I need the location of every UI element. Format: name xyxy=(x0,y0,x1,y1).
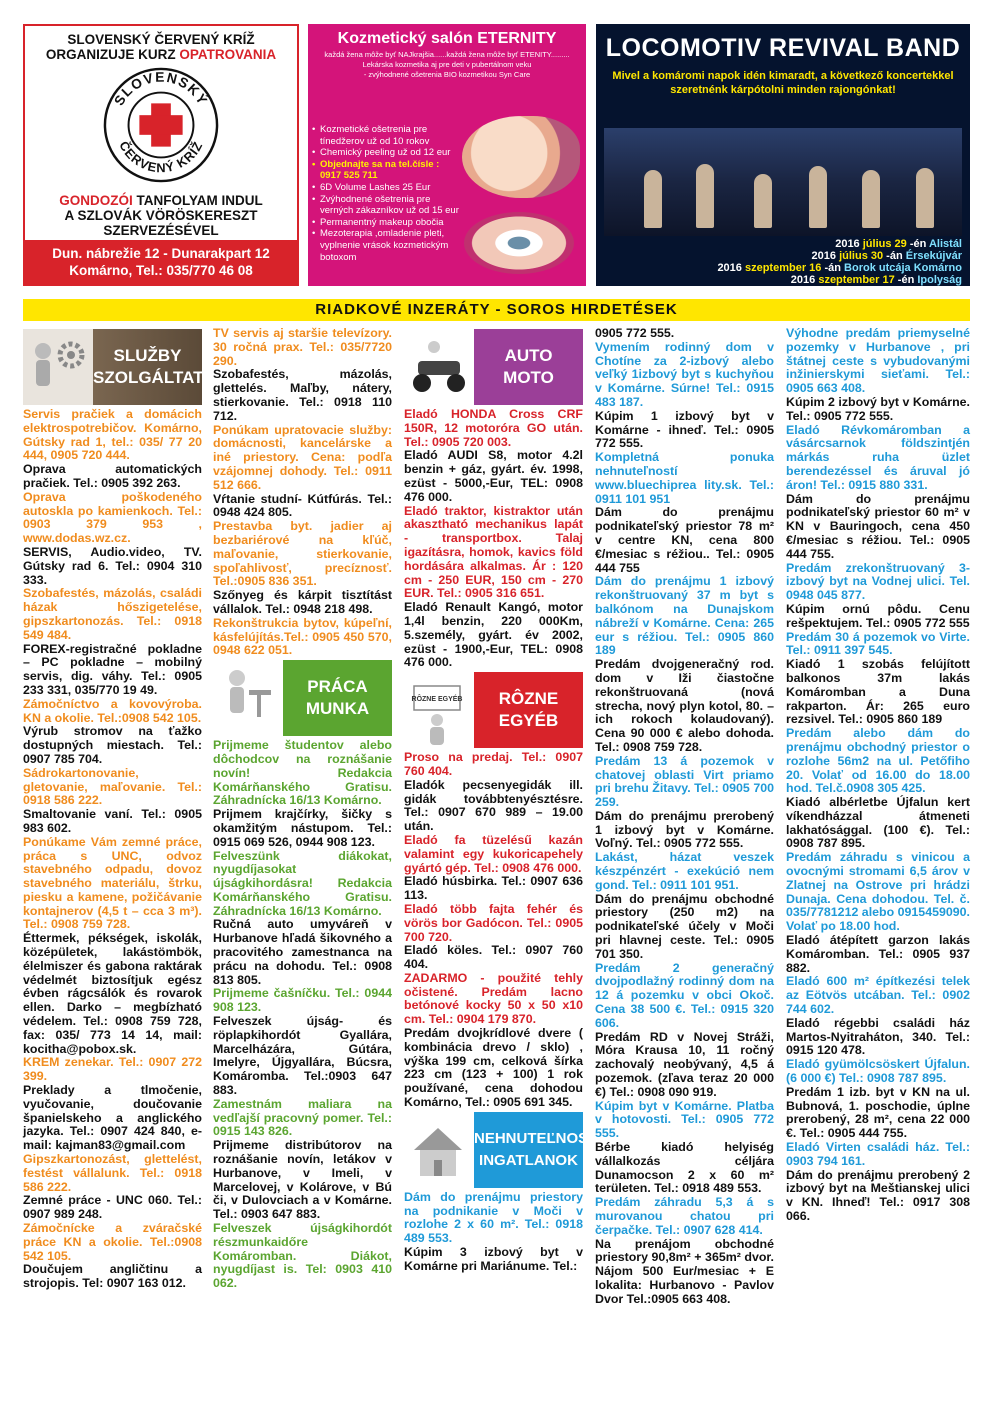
classified-ad: Predám zrekonštruovaný 3-izbový byt na Vodnej ulici. Tel. 0948 045 877. xyxy=(786,560,970,603)
classified-ad: Vymením rodinný dom v Chotíne za 2-izbový alebo veľký 1izbový byt s kuchyňou v Komárne. Súrne! Tel.: 0915 483 187. xyxy=(595,339,774,409)
classified-ad: Eladó gyümölcsöskert Újfalun. (6 000 €) Tel.: 0908 787 895. xyxy=(786,1057,970,1086)
category-subtitle: INGATLANOK xyxy=(479,1151,578,1169)
classified-ad: Predám záhradu 5,3 á s murovanou chatou pri čerpačke. Tel.: 0907 628 414. xyxy=(595,1195,774,1237)
classified-ad: Eladó 600 m² építkezési telek az Eötvös utcában. Tel.: 0902 744 602. xyxy=(786,974,970,1017)
classified-ad: FOREX-registračné pokladne – PC pokladne – mobilný servis, dig. váhy. Tel.: 0905 233 331, 035/770 19 49. xyxy=(23,641,202,697)
ads-list xyxy=(213,327,392,658)
eternity-service-item: • Mezoterapia ,omladenie pleti, vyplnenie vrások kozmetickým botoxom xyxy=(312,228,462,263)
classified-ad: Eladó régebbi családi ház Martos-Nyitraháton, 340. Tel.: 0915 120 478. xyxy=(786,1015,970,1058)
category-rozne xyxy=(404,672,583,748)
concert-dates xyxy=(717,238,962,286)
classified-ad: Oprava automatických pračiek. Tel.: 0905 392 263. xyxy=(23,462,202,490)
classified-ad: Bérbe kiadó helyiség vállalkozás céljára Dunamocson 2 x 60 m² területen. Tel.: 0918 489 553. xyxy=(595,1140,774,1196)
ad-red-cross xyxy=(23,24,299,286)
ads-list xyxy=(23,408,202,1291)
locomotiv-subtitle: Mivel a komáromi napok idén kimaradt, a következő koncertekkel szeretnénk kárpótolni minden rajongónkat! xyxy=(612,70,954,96)
classified-ad: Szobafestés, mázolás, glettelés. Maľby, nátery, stierkovanie. Tel.: 0918 110 712. xyxy=(213,367,392,423)
classified-ad: Zamestnám maliara na vedľajší pracovný pomer. Tel.: 0915 143 826. xyxy=(213,1096,392,1139)
eternity-title: Kozmetický salón ETERNITY xyxy=(337,30,557,47)
classified-ad: Kúpim 3 izbový byt v Komárne pri Mariánume. Tel.: xyxy=(404,1245,583,1273)
classified-ad: Prestavba byt. jadier aj bezbariérové na kľúč, maľovanie, stierkovanie, spoľahlivosť, precíznosť. Tel.:0905 836 351. xyxy=(213,519,392,589)
classified-ad: Lakást, házat veszek készpénzért - exekúció nem gond. Tel.: 0911 101 951. xyxy=(595,850,774,892)
concert-date: 2016 szeptember 17 -én Ipolyság xyxy=(790,274,962,286)
classified-ad: Servis pračiek a domácich elektrospotrebičov. Komárno, Gútsky rad 1, tel.: 035/ 77 20 444, 0905 720 444. xyxy=(23,407,202,463)
classified-ad: Predám dvojgeneračný rod. dom v Iži čiastočne rekonštruovaná (nová strecha, nový plyn kotol, 80. –ich rokoch kolaudovaný). Cena 90 000 € alebo dohoda. Tel.: 0908 759 728. xyxy=(595,657,774,754)
classified-ad: Eladó traktor, kistraktor után akasztható mechanikus lapát - transportbox. Talaj igazításra, homok, kavics föld hordására alkalmas. Ár : 120 cm - 250 EUR, 150 cm - 270 EUR. Tel.: 0905 316 651. xyxy=(404,503,583,601)
people-gears-icon xyxy=(23,329,93,405)
classified-ad: Dám do prenájmu priestory na podnikanie v Moči v rozlohe 2 x 60 m². Tel.: 0918 489 553. xyxy=(404,1189,583,1246)
classified-ad: Vŕtanie studní- Kútfúrás. Tel.: 0948 424 805. xyxy=(213,491,392,520)
eternity-service-item: • Chemický peeling už od 12 eur xyxy=(312,147,462,159)
ads-list xyxy=(595,327,774,1307)
classified-ad: Eladó Révkomáromban a vásárcsarnok földszintjén márkás ruha üzlet berendezéssel és áruval jó áron! Tel.: 0915 880 331. xyxy=(786,422,970,492)
classified-ad: Dám do prenájmu 1 izbový rekonštruovaný 37 m byt s balkónom na Dunajskom nábreží v Komárne. Cena: 265 eur s réžiou. Tel.: 0905 860 189 xyxy=(595,574,774,658)
column-5 xyxy=(786,327,970,1382)
classified-ad: Eladó HONDA Cross CRF 150R, 12 motoróra GO után. Tel.: 0905 720 003. xyxy=(404,407,583,449)
eternity-services-list xyxy=(312,124,462,263)
category-title: NEHNUTEĽNOSTI xyxy=(474,1129,602,1147)
classified-ad: Éttermek, pékségek, iskolák, középületek, lakástömbök, élelmiszer és gabona raktárak védelmét biztosítjuk egész évben rágcsálók és rovarok ellen. Darko – megbízható védelem. Tel.: 0908 759 728, fax: 035/ 773 14 14, mail: kocitha@pobox.sk. xyxy=(23,931,202,1056)
classified-ad: Felveszek újságkihordót részmunkaidőre Komáromban. Diákot, nyugdíjast is. Tel: 0903 410 062. xyxy=(213,1221,392,1291)
classified-ad: Predám 30 á pozemok vo Virte. Tel.: 0911 397 545. xyxy=(786,629,970,658)
ad-locomotiv xyxy=(596,24,970,286)
section-banner: RIADKOVÉ INZERÁTY - SOROS HIRDETÉSEK xyxy=(23,299,970,321)
category-title: RÔZNE xyxy=(498,689,559,709)
category-sluzby xyxy=(23,329,228,405)
classified-ad: Ručná auto umyváreň v Hurbanove hľadá šikovného a pracovitého zamestnanca na prácu na dohodu. Tel.: 0908 813 805. xyxy=(213,917,392,987)
classified-ad: Prijmeme študentov alebo dôchodcov na roznášanie novín! Redakcia Komárňanského Gratisu. Záhradnícka 16/13 Komárno. xyxy=(213,738,392,808)
redcross-header: SLOVENSKÝ ČERVENÝ KRÍŽ ORGANIZUJE KURZ OPATROVANIA xyxy=(45,32,277,62)
classified-ad: Szobafestés, mázolás, családi házak hőszigetelése, gipszkartonozás. Tel.: 0918 549 484. xyxy=(23,586,202,642)
classified-ad: Kúpim 1 izbový byt v Komárne - ihneď. Tel.: 0905 772 555. xyxy=(595,408,774,451)
classified-ad: Dám do prenájmu podnikateľský priestor 60 m² v KN v Bauringoch, cena 450 €/mesiac s réžiou. Tel.: 0905 444 755. xyxy=(786,491,970,561)
column-1 xyxy=(23,327,228,1382)
classified-ad: Predám záhradu s vinicou a ovocnými stromami 6,5 árov v Zlatnej na Ostrove pri hrádzi Dunaja. Cena dohodou. Tel. č. 035/7781212 alebo 0915459090. Volať po 18.00 hod. xyxy=(786,850,970,934)
ads-list xyxy=(404,408,583,670)
category-title: AUTO xyxy=(504,346,553,365)
house-icon xyxy=(404,1112,474,1188)
category-subtitle: EGYÉB xyxy=(498,711,559,731)
classified-ad: Proso na predaj. Tel.: 0907 760 404. xyxy=(404,750,583,778)
classified-ad: Doučujem angličtinu a strojopis. Tel: 0907 163 012. xyxy=(23,1262,202,1291)
classified-ad: Kúpim byt v Komárne. Platba v hotovosti. Tel.: 0905 772 555. xyxy=(595,1098,774,1141)
column-3 xyxy=(404,327,602,1382)
classified-ad: Predám 1 izb. byt v KN na ul. Bubnová, 1. poschodie, úplne prerobený, 28 m², cena 22 000 €. Tel.: 0905 444 755. xyxy=(786,1084,970,1141)
classified-ad: Predám dvojkrídlové dvere ( kombinácia drevo / sklo) , výška 199 cm, celková šírka 223 cm (123 + 100) 1 rok používané, cena dohodou Komárno, Tel.: 0905 691 345. xyxy=(404,1026,583,1110)
classified-ad: Prijmeme čašníčku. Tel.: 0944 908 123. xyxy=(213,986,392,1015)
category-nehnutelnosti xyxy=(404,1112,602,1188)
classified-ad: Sádrokartonovanie, gletovanie, maľovanie. Tel.: 0918 586 222. xyxy=(23,765,202,808)
ads-list xyxy=(213,739,392,1291)
classified-ad: Felveszünk diákokat, nyugdíjasokat újságkihordásra! Redakcia Komárňanského Gratisu. Záhradnícka 16/13 Komárno. xyxy=(213,848,392,918)
eternity-service-item: • Objednajte sa na tel.čísle : 0917 525 711 xyxy=(312,159,462,182)
classified-ad: Gipszkartonozást, glettelést, festést vállalunk. Tel.: 0918 586 222. xyxy=(23,1152,202,1194)
classified-ad: Kompletná ponuka nehnuteľností www.bluechiprea lity.sk. Tel.: 0911 101 951 xyxy=(595,450,774,506)
classified-ad: Dám do prenájmu prerobený 1 izbový byt v Komárne. Voľný. Tel.: 0905 772 555. xyxy=(595,808,774,851)
classified-ad: Smaltovanie vaní. Tel.: 0905 983 602. xyxy=(23,807,202,835)
eye-lashes-image xyxy=(464,212,574,274)
classified-ad: KREM zenekar. Tel.: 0907 272 399. xyxy=(23,1055,202,1084)
woman-face-image xyxy=(462,116,580,198)
ad-eternity xyxy=(308,24,586,286)
red-cross-logo-icon xyxy=(102,66,220,184)
classified-ad: Na prenájom obchodné priestory 90,8m² + 365m² dvor. Nájom 500 Eur/mesiac + E lokalita: Hurbanovo - Pavlov Dvor Tel.:0905 663 408. xyxy=(595,1236,774,1306)
classified-ad: Eladó AUDI S8, motor 4.2l benzin + gáz, gyárt. év. 1998, ezüst - 5000,-Eur, TEL: 0908 476 000. xyxy=(404,448,583,504)
band-photo xyxy=(604,128,962,236)
classified-ad: Dám do prenájmu podnikateľský priestor 78 m² v centre KN, cena 800 €/mesiac s réžiou.. Tel.: 0905 444 755 xyxy=(595,505,774,575)
logo-text-bottom: ČERVENÝ KRÍŽ xyxy=(116,138,206,176)
classified-ad: ZADARMO - použité tehly očistené. Predám lacno betónové kocky 50 x 50 x10 cm. Tel.: 0904 179 870. xyxy=(404,970,583,1027)
classified-ad: Dám do prenájmu prerobený 2 izbový byt na Meštianskej ulici v KN. Ihneď! Tel.: 0917 308 066. xyxy=(786,1167,970,1223)
column-2 xyxy=(213,327,392,1382)
atv-icon xyxy=(404,329,474,405)
ads-list xyxy=(786,327,970,1224)
classified-ad: Ponúkame Vám zemné práce, práca s UNC, odvoz stavebného odpadu, dovoz stavebného materiálu, štrku, piesku a kamene, požičávanie kontajnerov (4,5 t – cca 3 m³). Tel.: 0908 759 728. xyxy=(23,834,202,932)
eternity-service-item: • 6D Volume Lashes 25 Eur xyxy=(312,182,462,194)
classified-ad: Eladó Virten családi ház. Tel.: 0903 794 161. xyxy=(786,1140,970,1168)
ads-list xyxy=(404,751,583,1110)
classified-ad: Dám do prenájmu obchodné priestory (250 m2) na podnikateľské účely v Moči pri hlavnej ceste. Tel.: 0905 701 350. xyxy=(595,891,774,961)
locomotiv-title: LOCOMOTIV REVIVAL BAND xyxy=(605,34,961,62)
column-4 xyxy=(595,327,774,1382)
classified-ad: Predám RD v Novej Stráži, Móra Krausa 10, 11 ročný zachovalý neobývaný, 4,5 á pozemok. (zľava teraz 20 000 €) Tel.: 0908 090 919. xyxy=(595,1029,774,1099)
eternity-service-item: • Permanentný makeup obočia xyxy=(312,217,462,229)
classified-ad: Zámočnícke a zváračské práce KN a okolie. Tel.:0908 542 105. xyxy=(23,1221,202,1263)
redcross-address: Dun. nábrežie 12 - Dunarakpart 12 Komárno, Tel.: 035/770 46 08 xyxy=(25,240,297,284)
classified-ad: Kiadó albérletbe Újfalun kert víkendházzal átmeneti lakhatósággal. (100 €). Tel.: 0908 787 895. xyxy=(786,795,970,851)
category-subtitle: SZOLGÁLTATÁS xyxy=(93,368,228,387)
classified-ad: Eladók pecsenyegidák ill. gidák továbbtenyésztésre. Tel.: 0907 670 989 – 19.00 után. xyxy=(404,777,583,834)
classified-ad: Eladó fa tüzelésű kazán valamint egy kukoricapehely gyártó gép. Tel.: 0908 476 000. xyxy=(404,832,583,875)
classified-ad: TV servis aj staršie televízory. 30 ročná prax. Tel.: 035/7720 290. xyxy=(213,326,392,368)
classified-ad: Predám 2 generačný dvojpodlažný rodinný dom na 12 á pozemku v obci Okoč. Cena 38 500 €. Tel.: 0915 320 606. xyxy=(595,960,774,1030)
category-subtitle: MOTO xyxy=(503,368,554,387)
classified-ad: Eladó Renault Kangó, motor 1,4l benzin, 220 000Km, 5.személy, gyárt. év 2002, ezüst - 1900,-Eur, TEL: 0908 476 000. xyxy=(404,600,583,670)
eternity-service-item: • Kozmetické ošetrenia pre tínedžerov už od 10 rokov xyxy=(312,124,462,147)
classified-ad: Kúpim ornú pôdu. Cenu rešpektujem. Tel.: 0905 772 555 xyxy=(786,601,970,630)
classified-ad: Kiadó 1 szobás felújított balkonos 37m lakás Komáromban a Duna rakparton. Ár: 265 euro rezsivel. Tel.: 0905 860 189 xyxy=(786,657,970,727)
svg-text:SLOVENSKÝ xyxy=(111,70,212,109)
classified-ad: Felveszek újság- és röplapkihordót Gyallára, Marcelházára, Gútára, Imelyre, Újgyallára, Búcsra, Komáromba. Tel.:0903 647 883. xyxy=(213,1014,392,1098)
classified-ad: Predám alebo dám do prenájmu obchodný priestor o rozlohe 56m2 na ul. Petőfiho 20. Volať od 16.00 do 18.00 hod. Tel.č.0908 305 425. xyxy=(786,726,970,796)
category-subtitle: MUNKA xyxy=(305,699,370,719)
classified-ad: Zámočníctvo a kovovýroba. KN a okolie. Tel.:0908 542 105. xyxy=(23,696,202,725)
logo-text-top: SLOVENSKÝ xyxy=(111,69,211,109)
concert-date: 2016 július 30 -án Érsekújvár xyxy=(811,250,962,262)
classified-ad: 0905 772 555. xyxy=(595,326,675,340)
classified-ad: Výhodne predám priemyselné pozemky v Hurbanove , pri štátnej ceste s vybudovanými inžinierskymi sieťami. Tel.: 0905 663 408. xyxy=(786,326,970,396)
classified-ad: Prijmem krajčírky, šičky s okamžitým nástupom. Tel.: 0915 069 526, 0944 908 123. xyxy=(213,807,392,849)
classified-ad: Eladó több fajta fehér és vörös bor Gadócon. Tel.: 0905 700 720. xyxy=(404,901,583,944)
classified-ad: Kúpim 2 izbový byt v Komárne. Tel.: 0905 772 555. xyxy=(786,394,970,423)
classified-ad: Prijmeme distribútorov na roznášanie novín, letákov v Hurbanove, v Imeli, v Marcelovej, v Kolárove, v Bú či, v Dulovciach a v Komárne. Tel.: 0903 647 883. xyxy=(213,1138,392,1222)
ads-list xyxy=(404,1191,583,1274)
eternity-tagline: každá žena môže byť NAJkrajšia......každá žena môže byť ETENITY......... Lekárska kozmetika aj pre deti v pubertálnom veku - zvýhodnené ošetrenia BIO kozmetikou Syn Care xyxy=(324,50,570,79)
concert-date: 2016 július 29 -én Alistál xyxy=(835,238,962,250)
classified-ad: Ponúkam upratovacie služby: domácnosti, kancelárske a iné priestory. Cena: podľa vzájomnej dohody. Tel.: 0911 512 666. xyxy=(213,422,392,492)
classified-ad: Výrub stromov na ťažko dostupných miestach. Tel.: 0907 785 704. xyxy=(23,724,202,766)
classified-ad: Preklady a tlmočenie, vyučovanie, doučovanie španielskeho a anglického jazyka. Tel.: 0907 424 840, e-mail: kajman83@gmail.com xyxy=(23,1083,202,1153)
category-praca xyxy=(213,660,392,736)
category-title: PRÁCA xyxy=(307,677,368,697)
classified-ad: Rekonštrukcia bytov, kúpeľní, kásfelújítás.Tel.: 0905 450 570, 0948 622 051. xyxy=(213,615,392,658)
classified-ad: Eladó húsbirka. Tel.: 0907 636 113. xyxy=(404,874,583,903)
classified-ad: Zemné práce - UNC 060. Tel.: 0907 989 248. xyxy=(23,1193,202,1222)
sign-holder-icon xyxy=(404,672,474,748)
classified-ad: SERVIS, Audio.video, TV. Gútsky rad 6. Tel.: 0904 310 333. xyxy=(23,544,202,587)
category-title: SLUŽBY xyxy=(113,346,182,365)
worker-icon xyxy=(213,660,283,736)
classified-ad: Eladó köles. Tel.: 0907 760 404. xyxy=(404,943,583,972)
redcross-hungarian: GONDOZÓI TANFOLYAM INDUL A SZLOVÁK VÖRÖSKERESZT SZERVEZÉSÉVEL xyxy=(59,193,263,238)
classified-ad: Eladó átépített garzon lakás Komáromban. Tel.: 0905 937 882. xyxy=(786,933,970,975)
svg-text:RÔZNE EGYÉB: RÔZNE EGYÉB xyxy=(411,696,463,704)
classified-ad: Oprava poškodeného autoskla po kamienkoch. Tel.: 0903 379 953 , www.dodas.wz.cz. xyxy=(23,489,202,546)
eternity-service-item: • Zvýhodnené ošetrenia pre verných zákazníkov už od 15 eur xyxy=(312,194,462,217)
concert-date: 2016 szeptember 16 -án Borok utcája Komárno xyxy=(717,262,962,274)
category-auto xyxy=(404,329,583,405)
classified-ad: Predám 13 á pozemok v chatovej oblasti Virt priamo pri brehu Žitavy. Tel.: 0905 700 259. xyxy=(595,753,774,810)
classified-ad: Szőnyeg és kárpit tisztítást vállalok. Tel.: 0948 218 498. xyxy=(213,588,392,616)
